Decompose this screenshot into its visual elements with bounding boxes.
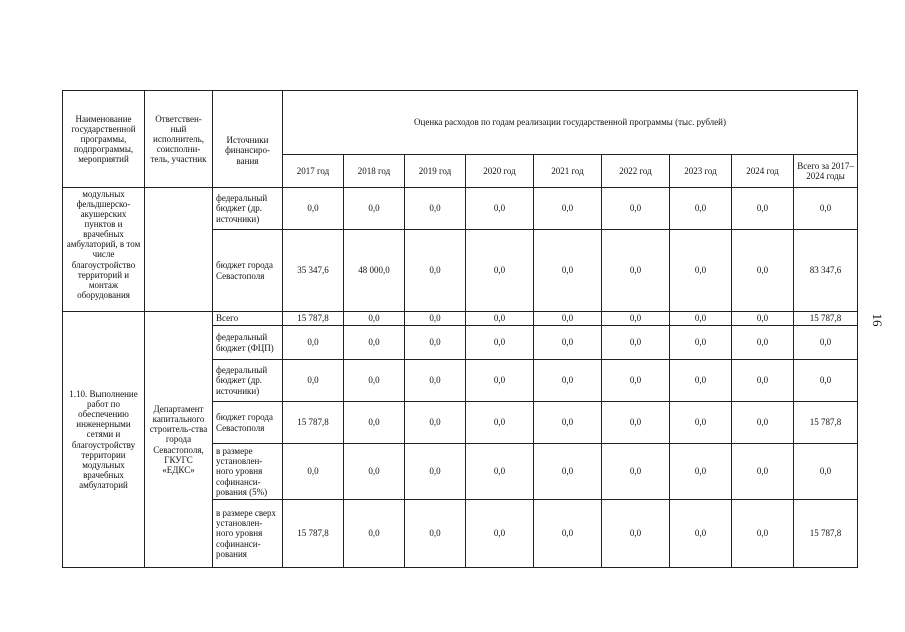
value-cell: 0,0 xyxy=(534,500,602,568)
value-cell: 0,0 xyxy=(732,230,794,312)
value-cell: 0,0 xyxy=(732,360,794,402)
header-year: 2021 год xyxy=(534,155,602,188)
value-cell: 0,0 xyxy=(602,402,670,444)
value-cell: 0,0 xyxy=(534,402,602,444)
value-cell: 0,0 xyxy=(732,326,794,360)
header-year: 2024 год xyxy=(732,155,794,188)
value-cell: 0,0 xyxy=(732,312,794,326)
table-row xyxy=(63,188,858,230)
table-row xyxy=(63,312,858,326)
value-cell: 0,0 xyxy=(283,188,344,230)
value-cell: 0,0 xyxy=(466,312,534,326)
value-cell: 0,0 xyxy=(405,230,466,312)
funding-source: бюджет города Севастополя xyxy=(213,230,283,312)
value-cell: 0,0 xyxy=(670,188,732,230)
value-cell: 0,0 xyxy=(602,444,670,500)
value-cell: 0,0 xyxy=(602,360,670,402)
value-cell: 0,0 xyxy=(344,444,405,500)
value-cell-total: 0,0 xyxy=(794,360,858,402)
value-cell: 15 787,8 xyxy=(283,500,344,568)
value-cell: 0,0 xyxy=(732,402,794,444)
value-cell: 0,0 xyxy=(344,500,405,568)
funding-source: федеральный бюджет (ФЦП) xyxy=(213,326,283,360)
value-cell: 0,0 xyxy=(466,444,534,500)
value-cell: 0,0 xyxy=(466,402,534,444)
value-cell: 0,0 xyxy=(670,444,732,500)
value-cell: 0,0 xyxy=(670,500,732,568)
value-cell-total: 0,0 xyxy=(794,444,858,500)
header-estimate: Оценка расходов по годам реализации государственной программы (тыс. рублей) xyxy=(283,91,858,155)
value-cell: 0,0 xyxy=(466,500,534,568)
value-cell: 0,0 xyxy=(466,360,534,402)
value-cell: 0,0 xyxy=(732,500,794,568)
value-cell: 0,0 xyxy=(466,326,534,360)
funding-source: в размере сверх установлен-ного уровня софинанси-рования xyxy=(213,500,283,568)
header-year: 2022 год xyxy=(602,155,670,188)
funding-source: в размере установлен-ного уровня софинанси-рования (5%) xyxy=(213,444,283,500)
header-year: 2017 год xyxy=(283,155,344,188)
header-year: 2020 год xyxy=(466,155,534,188)
value-cell: 0,0 xyxy=(344,402,405,444)
funding-source: федеральный бюджет (др. источники) xyxy=(213,188,283,230)
header-year: 2023 год xyxy=(670,155,732,188)
value-cell: 0,0 xyxy=(405,360,466,402)
funding-source: федеральный бюджет (др. источники) xyxy=(213,360,283,402)
program-name: 1.10. Выполнение работ по обеспечению инженерными сетями и благоустройству территории модульных врачебных амбулаторий xyxy=(63,312,145,568)
value-cell: 0,0 xyxy=(670,360,732,402)
page-number: 16 xyxy=(870,313,885,327)
value-cell: 0,0 xyxy=(466,230,534,312)
funding-source: бюджет города Севастополя xyxy=(213,402,283,444)
value-cell: 0,0 xyxy=(670,326,732,360)
value-cell: 0,0 xyxy=(602,230,670,312)
value-cell: 0,0 xyxy=(405,326,466,360)
value-cell: 0,0 xyxy=(732,444,794,500)
value-cell: 0,0 xyxy=(534,326,602,360)
value-cell: 0,0 xyxy=(405,312,466,326)
value-cell: 0,0 xyxy=(534,230,602,312)
program-responsible: Департамент капитального строитель-ства города Севастополя, ГКУГС «ЕДКС» xyxy=(145,312,213,568)
header-year-total: Всего за 2017–2024 годы xyxy=(794,155,858,188)
header-row xyxy=(63,91,858,155)
value-cell: 48 000,0 xyxy=(344,230,405,312)
value-cell: 0,0 xyxy=(283,444,344,500)
value-cell: 0,0 xyxy=(405,444,466,500)
value-cell: 0,0 xyxy=(534,312,602,326)
value-cell: 0,0 xyxy=(534,360,602,402)
header-name: Наименование государственной программы, подпрограммы, мероприятий xyxy=(63,91,145,188)
header-year: 2019 год xyxy=(405,155,466,188)
value-cell-total: 15 787,8 xyxy=(794,312,858,326)
value-cell: 0,0 xyxy=(344,312,405,326)
value-cell-total: 0,0 xyxy=(794,326,858,360)
funding-source: Всего xyxy=(213,312,283,326)
value-cell-total: 15 787,8 xyxy=(794,500,858,568)
value-cell: 0,0 xyxy=(602,188,670,230)
value-cell: 0,0 xyxy=(670,402,732,444)
value-cell: 0,0 xyxy=(534,444,602,500)
value-cell-total: 15 787,8 xyxy=(794,402,858,444)
value-cell: 0,0 xyxy=(405,188,466,230)
value-cell: 35 347,6 xyxy=(283,230,344,312)
value-cell-total: 83 347,6 xyxy=(794,230,858,312)
value-cell-total: 0,0 xyxy=(794,188,858,230)
header-responsible: Ответствен-ный исполнитель, соисполни-тель, участник xyxy=(145,91,213,188)
value-cell: 0,0 xyxy=(283,326,344,360)
program-name: модульных фельдшерско-акушерских пунктов и врачебных амбулаторий, в том числе благоустройство территорий и монтаж оборудования xyxy=(63,188,145,312)
header-year: 2018 год xyxy=(344,155,405,188)
value-cell: 0,0 xyxy=(602,500,670,568)
value-cell: 15 787,8 xyxy=(283,312,344,326)
value-cell: 0,0 xyxy=(405,500,466,568)
value-cell: 0,0 xyxy=(534,188,602,230)
value-cell: 0,0 xyxy=(602,312,670,326)
header-sources: Источники финансиро-вания xyxy=(213,91,283,188)
value-cell: 0,0 xyxy=(283,360,344,402)
value-cell: 15 787,8 xyxy=(283,402,344,444)
value-cell: 0,0 xyxy=(670,230,732,312)
value-cell: 0,0 xyxy=(466,188,534,230)
value-cell: 0,0 xyxy=(602,326,670,360)
value-cell: 0,0 xyxy=(344,360,405,402)
value-cell: 0,0 xyxy=(732,188,794,230)
value-cell: 0,0 xyxy=(670,312,732,326)
value-cell: 0,0 xyxy=(344,188,405,230)
program-responsible xyxy=(145,188,213,312)
budget-table xyxy=(62,90,858,568)
value-cell: 0,0 xyxy=(344,326,405,360)
value-cell: 0,0 xyxy=(405,402,466,444)
